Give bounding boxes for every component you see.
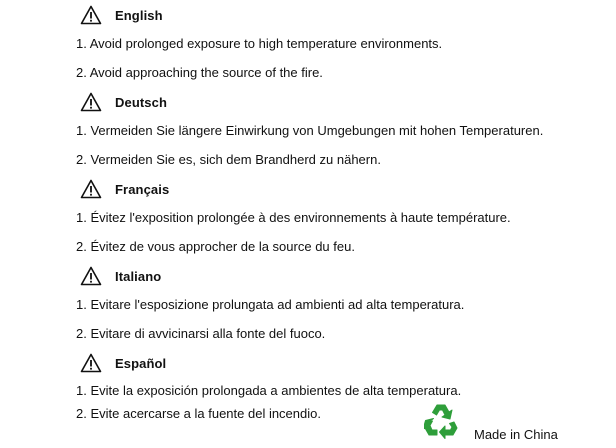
list-item: 2. Vermeiden Sie es, sich dem Brandherd zu nähern. [76, 152, 381, 167]
list-item: 1. Evitare l'esposizione prolungata ad ambienti ad alta temperatura. [76, 297, 465, 312]
warning-triangle-icon [80, 266, 102, 286]
section-heading: Español [115, 355, 167, 371]
section-heading: English [115, 7, 163, 23]
list-item: 2. Evite acercarse a la fuente del incendio. [76, 406, 321, 421]
section-heading: Italiano [115, 268, 162, 284]
section-heading: Français [115, 181, 170, 197]
list-item: 1. Évitez l'exposition prolongée à des environnements à haute température. [76, 210, 511, 225]
warning-triangle-icon [80, 92, 102, 112]
section-title-deutsch [80, 91, 167, 113]
warning-triangle-icon [80, 5, 102, 25]
list-item: 1. Vermeiden Sie längere Einwirkung von Umgebungen mit hohen Temperaturen. [76, 123, 544, 138]
section-title-francais [80, 178, 169, 200]
list-item: 1. Evite la exposición prolongada a ambientes de alta temperatura. [76, 383, 462, 398]
recycle-icon [424, 400, 458, 446]
list-item: 2. Évitez de vous approcher de la source du feu. [76, 239, 355, 254]
list-item: 1. Avoid prolonged exposure to high temperature environments. [76, 36, 443, 51]
section-heading: Deutsch [115, 94, 167, 110]
section-title-english [80, 4, 163, 26]
section-title-espanol [80, 352, 166, 374]
origin-label: Made in China [474, 427, 558, 442]
list-item: 2. Evitare di avvicinarsi alla fonte del fuoco. [76, 326, 326, 341]
warning-triangle-icon [80, 179, 102, 199]
list-item: 2. Avoid approaching the source of the fire. [76, 65, 323, 80]
warning-triangle-icon [80, 353, 102, 373]
section-title-italiano [80, 265, 161, 287]
